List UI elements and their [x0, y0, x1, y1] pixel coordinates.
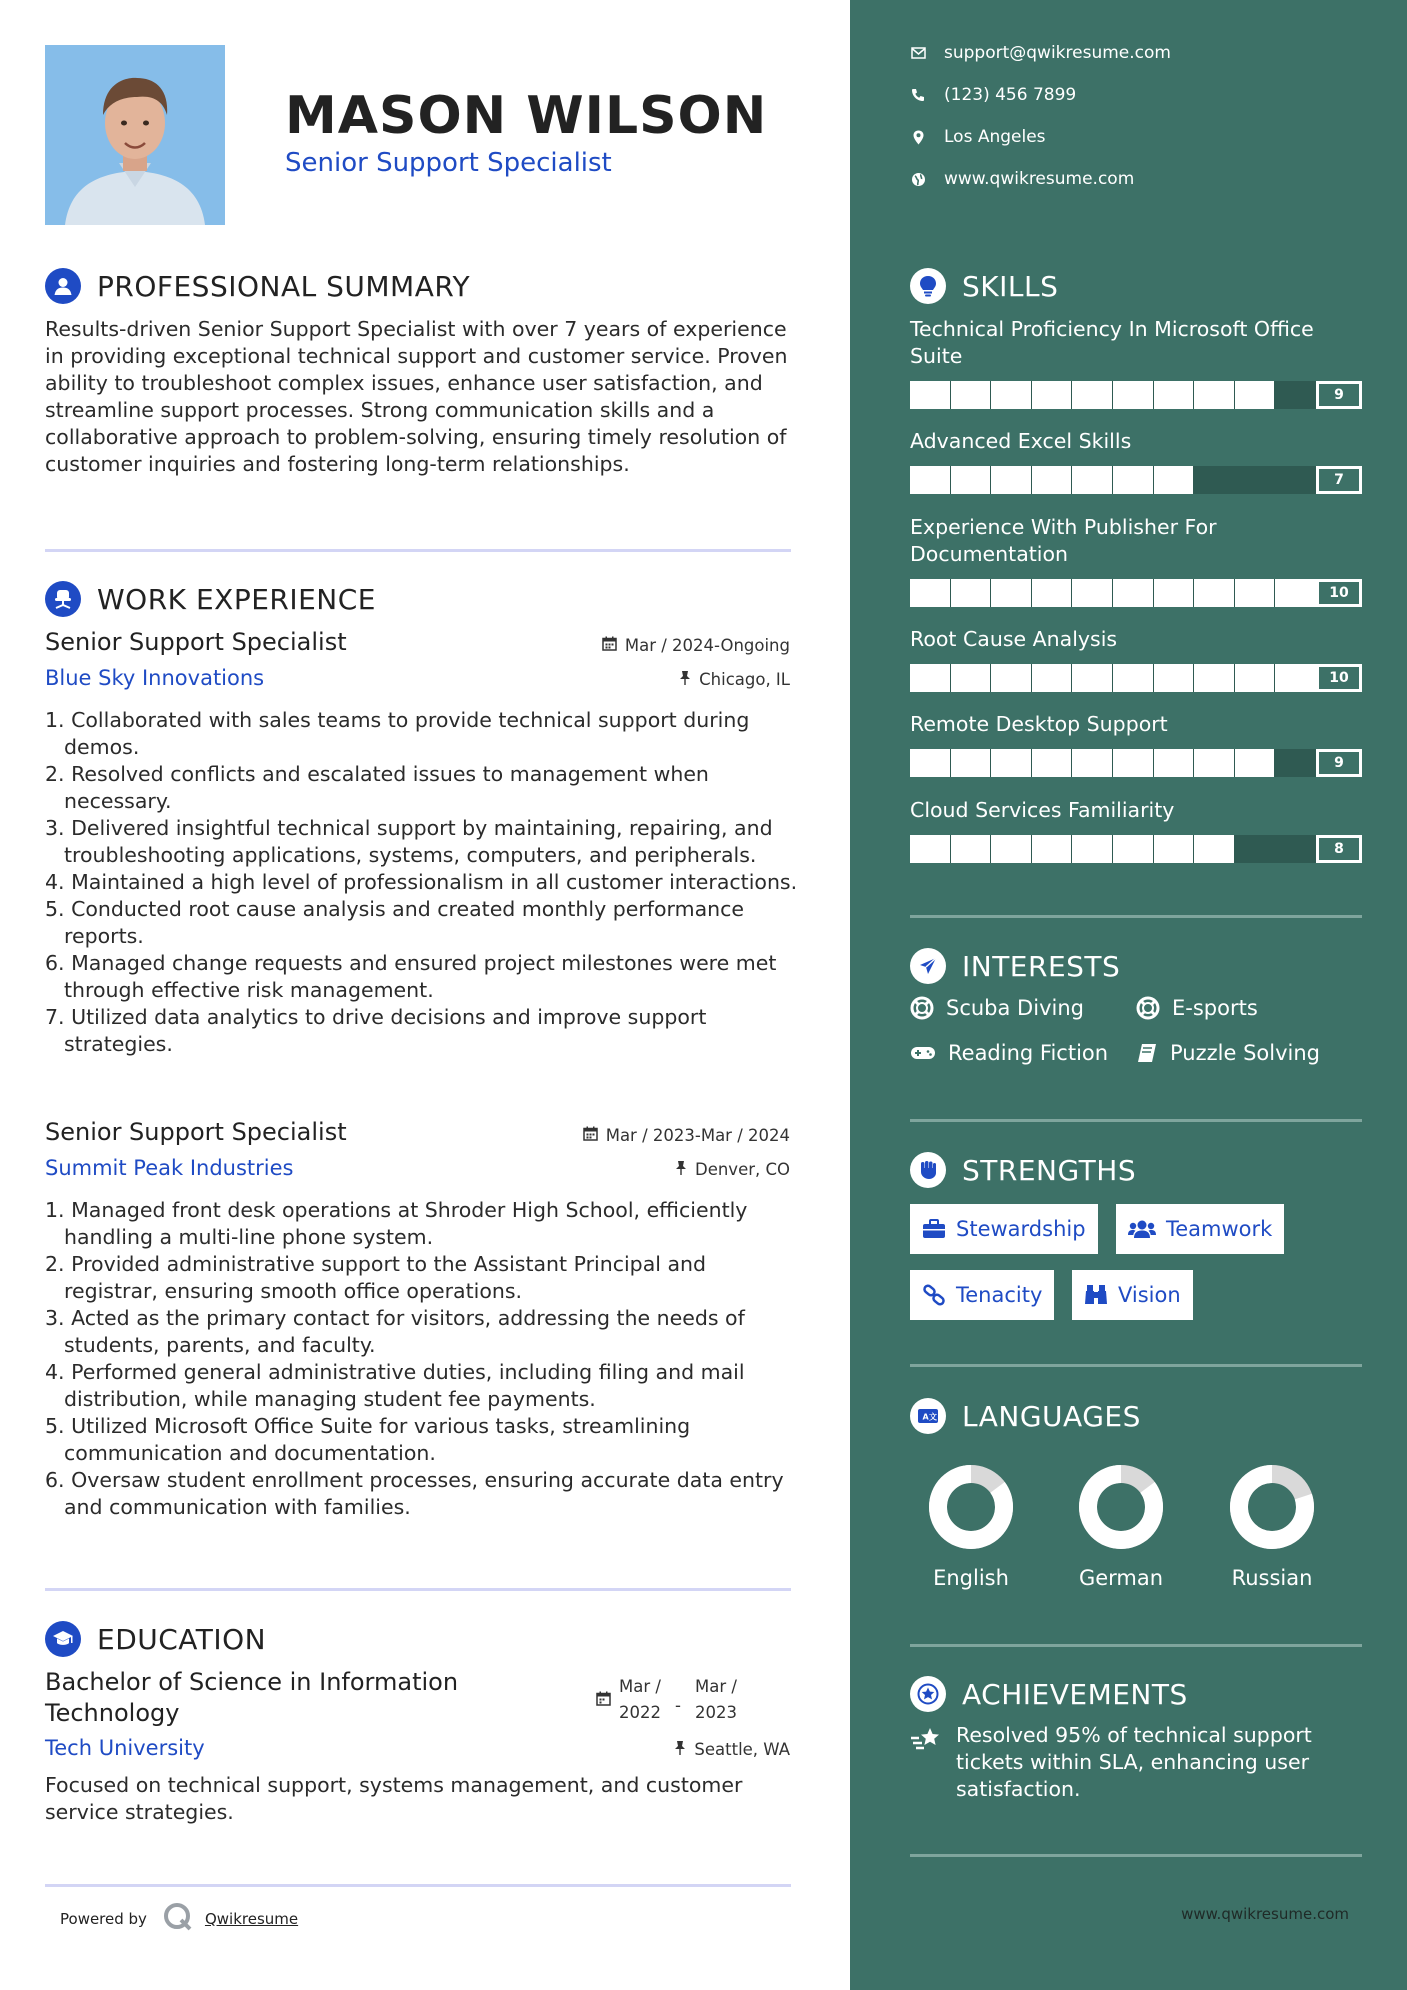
lightbulb-icon	[910, 268, 946, 304]
pin-icon	[679, 670, 691, 689]
skill-level: 9	[1316, 749, 1362, 777]
skills-title: SKILLS	[962, 269, 1059, 303]
skill-bar	[910, 579, 1362, 607]
skill-name: Root Cause Analysis	[910, 627, 1118, 651]
achievements-title: ACHIEVEMENTS	[962, 1677, 1188, 1711]
skill-bar-segment	[1072, 835, 1112, 863]
job-date: Mar / 2023-Mar / 2024	[583, 1126, 790, 1145]
skill-bar-segment	[1032, 466, 1072, 494]
skill-bar-segment	[1194, 749, 1234, 777]
skill-bar-segment	[1113, 664, 1153, 692]
powered-by: Powered by Qwikresume	[60, 1902, 298, 1936]
skill-name: Cloud Services Familiarity	[910, 798, 1175, 822]
achievement-item: Resolved 95% of technical support tickets within SLA, enhancing user satisfaction.	[910, 1722, 1336, 1803]
list-item: 6. Oversaw student enrollment processes, ensuring accurate data entry and communication with families.	[45, 1468, 784, 1519]
language-item	[911, 1462, 1031, 1590]
briefcase-icon	[922, 1219, 946, 1239]
summary-title: PROFESSIONAL SUMMARY	[97, 269, 471, 303]
interests-title: INTERESTS	[962, 949, 1121, 983]
skill-bar-segment	[1113, 579, 1153, 607]
language-ring	[1076, 1462, 1166, 1552]
pin-icon	[674, 1740, 686, 1759]
phone-icon	[910, 88, 926, 102]
skill-bar-segment	[1032, 579, 1072, 607]
skill-bar-segment	[1154, 579, 1194, 607]
skill-bar-segment	[1113, 381, 1153, 409]
languages-heading	[910, 1398, 1141, 1434]
skill-bar-segment	[910, 749, 950, 777]
education-title: EDUCATION	[97, 1622, 267, 1656]
skill-bar-segment	[910, 664, 950, 692]
skill-bar-segment	[1194, 664, 1234, 692]
skill-bar	[910, 749, 1362, 777]
gamepad-icon	[910, 1044, 936, 1062]
skill-bar-segment	[1194, 835, 1234, 863]
skill-bar-segment	[951, 466, 991, 494]
envelope-icon	[910, 47, 926, 59]
skill-level: 10	[1316, 579, 1362, 607]
svg-text:A: A	[922, 1412, 929, 1422]
skill-level: 7	[1316, 466, 1362, 494]
skill-bar	[910, 381, 1362, 409]
skill-bar-segment	[1154, 835, 1194, 863]
skill-level: 8	[1316, 835, 1362, 863]
skill-bar-segment	[1154, 466, 1194, 494]
skill-bar-segment	[951, 835, 991, 863]
summary-heading	[45, 268, 470, 304]
list-item: 4. Maintained a high level of professionalism in all customer interactions.	[45, 870, 798, 894]
user-icon	[45, 268, 81, 304]
contact-website: www.qwikresume.com	[910, 169, 1134, 189]
skill-bar-segment	[991, 664, 1031, 692]
school-name: Tech University	[45, 1736, 205, 1760]
company-name: Blue Sky Innovations	[45, 666, 265, 690]
language-name: Russian	[1231, 1566, 1313, 1590]
list-item: 3. Acted as the primary contact for visitors, addressing the needs of students, parents, and faculty.	[45, 1306, 745, 1357]
language-item	[1212, 1462, 1332, 1590]
list-item: 2. Resolved conflicts and escalated issues to management when necessary.	[45, 762, 709, 813]
skill-bar	[910, 835, 1362, 863]
list-item: 3. Delivered insightful technical support by maintaining, repairing, and troubleshooting applications, systems, computers, and peripherals.	[45, 816, 773, 867]
strengths-heading	[910, 1152, 1136, 1188]
interest-item: Reading Fiction	[910, 1041, 1108, 1065]
lifebuoy-icon	[910, 996, 934, 1020]
star-badge-icon	[910, 1676, 946, 1712]
skill-name: Advanced Excel Skills	[910, 429, 1132, 453]
skill-bar-segment	[991, 579, 1031, 607]
job-location: Chicago, IL	[679, 670, 790, 689]
skill-bar-segment	[1194, 579, 1234, 607]
candidate-title: Senior Support Specialist	[285, 148, 612, 178]
skill-level: 9	[1316, 381, 1362, 409]
language-name: German	[1078, 1566, 1164, 1590]
skill-bar-segment	[1235, 749, 1275, 777]
job-duties	[45, 707, 800, 1058]
language-icon	[910, 1398, 946, 1434]
list-item: 1. Managed front desk operations at Shroder High School, efficiently handling a multi-line phone system.	[45, 1198, 748, 1249]
skill-bar-segment	[1235, 579, 1275, 607]
list-item: 5. Utilized Microsoft Office Suite for various tasks, streamlining communication and documentation.	[45, 1414, 691, 1465]
globe-icon	[910, 172, 926, 187]
list-item: 7. Utilized data analytics to drive decisions and improve support strategies.	[45, 1005, 707, 1056]
skill-bar-segment	[951, 749, 991, 777]
sidebar	[850, 0, 1407, 1990]
candidate-name: MASON WILSON	[285, 86, 768, 146]
job-title: Senior Support Specialist	[45, 1118, 347, 1146]
paper-plane-icon	[910, 948, 946, 984]
lifebuoy-icon	[1136, 996, 1160, 1020]
strength-badge: Stewardship	[910, 1204, 1098, 1254]
job-date: Mar / 2024-Ongoing	[602, 636, 790, 655]
contact-location: Los Angeles	[910, 127, 1046, 147]
divider	[910, 1364, 1362, 1367]
skill-bar-segment	[1072, 749, 1112, 777]
skill-level: 10	[1316, 664, 1362, 692]
summary-text: Results-driven Senior Support Specialist with over 7 years of experience in providing exceptional technical support and customer service. Proven ability to troubleshoot complex issues, enhance user satisfaction, and streamline support processes. Strong communication skills and a collaborative approach to problem-solving, ensuring timely resolution of customer inquiries and fostering long-term relationships.	[45, 317, 788, 476]
skill-bar-segment	[1113, 466, 1153, 494]
interest-item: Puzzle Solving	[1136, 1041, 1320, 1065]
skill-bar-segment	[1072, 579, 1112, 607]
skill-bar-segment	[1032, 835, 1072, 863]
language-ring	[926, 1462, 1016, 1552]
skill-bar-segment	[1032, 381, 1072, 409]
divider	[910, 915, 1362, 918]
skill-bar-segment	[1113, 835, 1153, 863]
education-date: Mar / 2022 - Mar / 2023	[596, 1674, 737, 1726]
skill-bar-segment	[910, 579, 950, 607]
calendar-icon	[596, 1691, 611, 1710]
skill-bar-segment	[991, 749, 1031, 777]
skill-bar-segment	[1032, 749, 1072, 777]
skill-name: Remote Desktop Support	[910, 712, 1168, 736]
skill-bar-segment	[991, 381, 1031, 409]
profile-photo	[45, 45, 225, 225]
skill-bar-segment	[1235, 664, 1275, 692]
skill-bar-segment	[951, 381, 991, 409]
contact-phone: (123) 456 7899	[910, 85, 1076, 105]
graduation-cap-icon	[45, 1621, 81, 1657]
job-title: Senior Support Specialist	[45, 628, 347, 656]
achievements-heading	[910, 1676, 1188, 1712]
strength-badge: Tenacity	[910, 1270, 1054, 1320]
shooting-star-icon	[910, 1726, 942, 1756]
qwikresume-logo-icon	[163, 1902, 193, 1936]
contact-email: support@qwikresume.com	[910, 43, 1171, 63]
binoculars-icon	[1084, 1284, 1108, 1306]
skill-bar-segment	[1154, 381, 1194, 409]
list-item: 4. Performed general administrative duties, including filing and mail distribution, while managing student fee payments.	[45, 1360, 745, 1411]
fist-icon	[910, 1152, 946, 1188]
divider	[910, 1644, 1362, 1647]
skill-name: Experience With Publisher For Documentation	[910, 515, 1217, 566]
skill-bar-segment	[910, 835, 950, 863]
work-title: WORK EXPERIENCE	[97, 582, 376, 616]
calendar-icon	[602, 636, 617, 655]
skill-bar-segment	[1235, 381, 1275, 409]
skill-bar-segment	[1194, 381, 1234, 409]
skill-bar-segment	[1275, 579, 1316, 607]
skill-bar-segment	[1275, 664, 1316, 692]
list-item: 6. Managed change requests and ensured project milestones were met through effective risk management.	[45, 951, 777, 1002]
skill-bar-segment	[1072, 466, 1112, 494]
skills-heading	[910, 268, 1058, 304]
skill-bar	[910, 466, 1362, 494]
list-item: 1. Collaborated with sales teams to provide technical support during demos.	[45, 708, 750, 759]
company-name: Summit Peak Industries	[45, 1156, 294, 1180]
skill-bar-segment	[1072, 381, 1112, 409]
users-icon	[1128, 1219, 1156, 1239]
language-ring	[1227, 1462, 1317, 1552]
job-duties	[45, 1197, 800, 1521]
divider	[910, 1854, 1362, 1857]
divider	[45, 1884, 791, 1887]
skill-bar-segment	[1154, 749, 1194, 777]
degree-name: Bachelor of Science in Information Technology	[45, 1668, 459, 1727]
skill-bar-segment	[1072, 664, 1112, 692]
skill-bar-segment	[991, 466, 1031, 494]
list-item: 5. Conducted root cause analysis and created monthly performance reports.	[45, 897, 745, 948]
skill-name: Technical Proficiency In Microsoft Office Suite	[910, 317, 1314, 368]
list-item: 2. Provided administrative support to the Assistant Principal and registrar, ensuring smooth office operations.	[45, 1252, 707, 1303]
skill-bar-segment	[1032, 664, 1072, 692]
svg-text:文: 文	[929, 1412, 937, 1422]
education-heading	[45, 1621, 266, 1657]
skill-bar-segment	[1113, 749, 1153, 777]
strengths-title: STRENGTHS	[962, 1153, 1137, 1187]
qwikresume-link[interactable]: Qwikresume	[204, 1910, 299, 1928]
education-location: Seattle, WA	[674, 1740, 790, 1759]
language-item	[1061, 1462, 1181, 1590]
interests-heading	[910, 948, 1120, 984]
pin-icon	[675, 1160, 687, 1179]
skill-bar	[910, 664, 1362, 692]
skill-bar-segment	[951, 664, 991, 692]
divider	[45, 549, 791, 552]
office-chair-icon	[45, 581, 81, 617]
book-icon	[1136, 1042, 1158, 1064]
language-name: English	[933, 1566, 1009, 1590]
skill-bar-segment	[910, 466, 950, 494]
strength-badge: Vision	[1072, 1270, 1193, 1320]
footer-url[interactable]: www.qwikresume.com	[1181, 1905, 1349, 1923]
job-location: Denver, CO	[675, 1160, 790, 1179]
skill-bar-segment	[910, 381, 950, 409]
calendar-icon	[583, 1126, 598, 1145]
strength-badge: Teamwork	[1116, 1204, 1284, 1254]
education-description: Focused on technical support, systems management, and customer service strategies.	[45, 1773, 743, 1824]
interest-item: E-sports	[1136, 996, 1258, 1020]
skill-bar-segment	[951, 579, 991, 607]
map-marker-icon	[910, 130, 926, 145]
skill-bar-segment	[1154, 664, 1194, 692]
link-icon	[922, 1283, 946, 1307]
divider	[45, 1588, 791, 1591]
skill-bar-segment	[991, 835, 1031, 863]
work-heading	[45, 581, 376, 617]
languages-title: LANGUAGES	[962, 1399, 1141, 1433]
divider	[910, 1119, 1362, 1122]
interest-item: Scuba Diving	[910, 996, 1084, 1020]
